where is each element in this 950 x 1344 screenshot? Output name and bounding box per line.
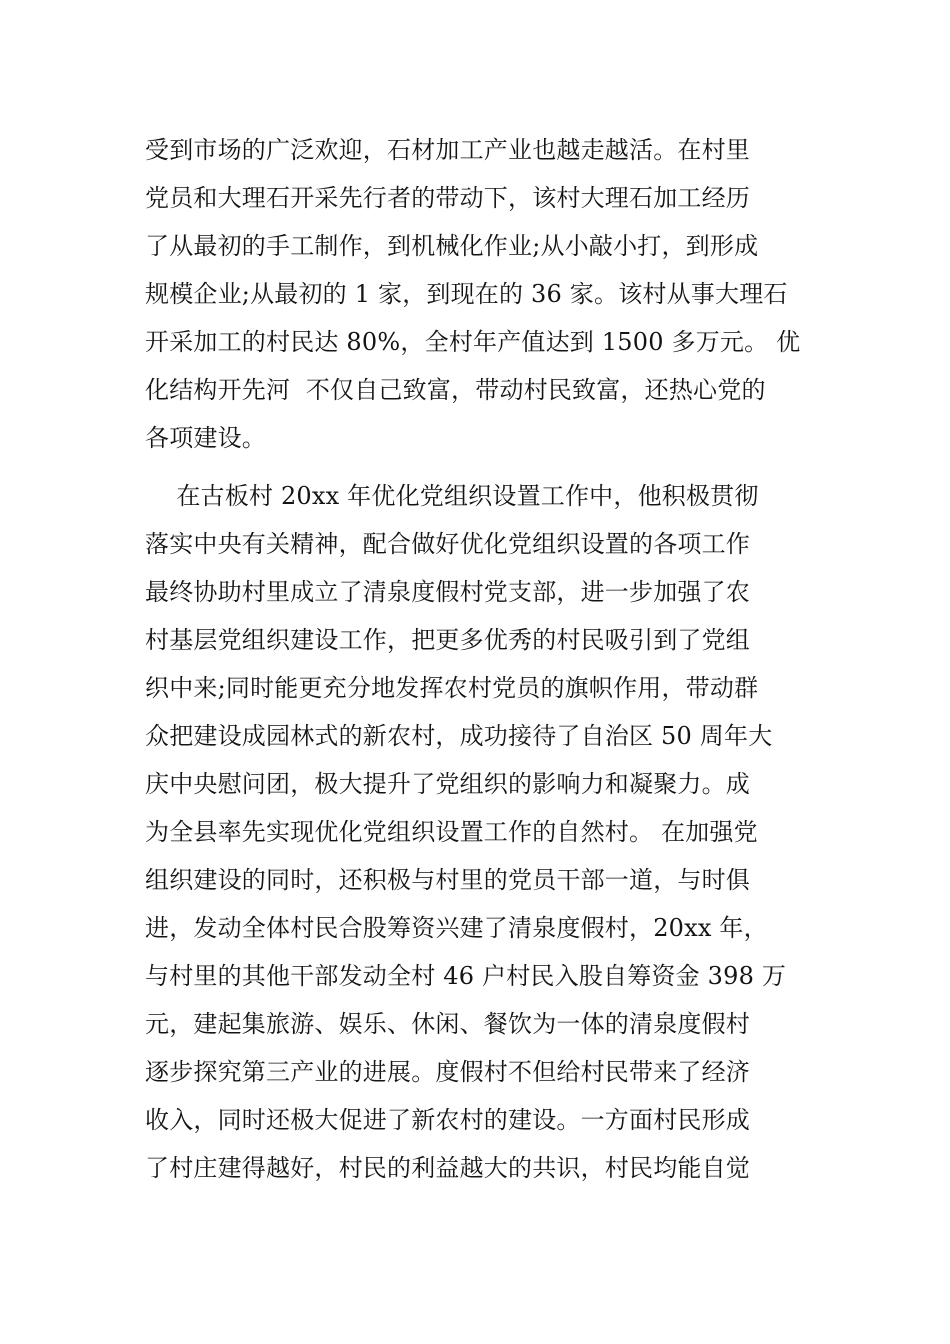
text-line: 收入，同时还极大促进了新农村的建设。一方面村民形成 (145, 1106, 750, 1134)
text-line: 规模企业;从最初的 1 家，到现在的 36 家。该村从事大理石 (145, 280, 788, 308)
text-line: 为全县率先实现优化党组织设置工作的自然村。 在加强党 (145, 818, 758, 846)
text-line: 落实中央有关精神，配合做好优化党组织设置的各项工作 (145, 530, 750, 558)
text-line: 了村庄建得越好，村民的利益越大的共识，村民均能自觉 (145, 1154, 750, 1182)
text-line: 化结构开先河 不仅自己致富，带动村民致富，还热心党的 (145, 376, 766, 404)
text-line: 庆中央慰问团，极大提升了党组织的影响力和凝聚力。成 (145, 770, 750, 798)
text-line: 各项建设。 (145, 424, 266, 452)
text-line: 开采加工的村民达 80%，全村年产值达到 1500 多万元。 优 (145, 328, 801, 356)
text-line: 众把建设成园林式的新农村，成功接待了自治区 50 周年大 (145, 722, 773, 750)
text-line: 村基层党组织建设工作，把更多优秀的村民吸引到了党组 (145, 626, 750, 654)
text-line: 受到市场的广泛欢迎，石材加工产业也越走越活。在村里 (145, 136, 750, 164)
text-line: 进，发动全体村民合股筹资兴建了清泉度假村，20xx 年， (145, 914, 768, 942)
text-line: 织中来;同时能更充分地发挥农村党员的旗帜作用，带动群 (145, 674, 759, 702)
text-line: 与村里的其他干部发动全村 46 户村民入股自筹资金 398 万 (145, 962, 787, 990)
text-line: 逐步探究第三产业的进展。度假村不但给村民带来了经济 (145, 1058, 750, 1086)
text-line: 党员和大理石开采先行者的带动下，该村大理石加工经历 (145, 184, 750, 212)
text-line: 元，建起集旅游、娱乐、休闲、餐饮为一体的清泉度假村 (145, 1010, 750, 1038)
text-line: 组织建设的同时，还积极与村里的党员干部一道，与时俱 (145, 866, 750, 894)
text-line: 了从最初的手工制作，到机械化作业;从小敲小打，到形成 (145, 232, 759, 260)
text-line: 在古板村 20xx 年优化党组织设置工作中，他积极贯彻 (145, 482, 759, 510)
text-line: 最终协助村里成立了清泉度假村党支部，进一步加强了农 (145, 578, 750, 606)
